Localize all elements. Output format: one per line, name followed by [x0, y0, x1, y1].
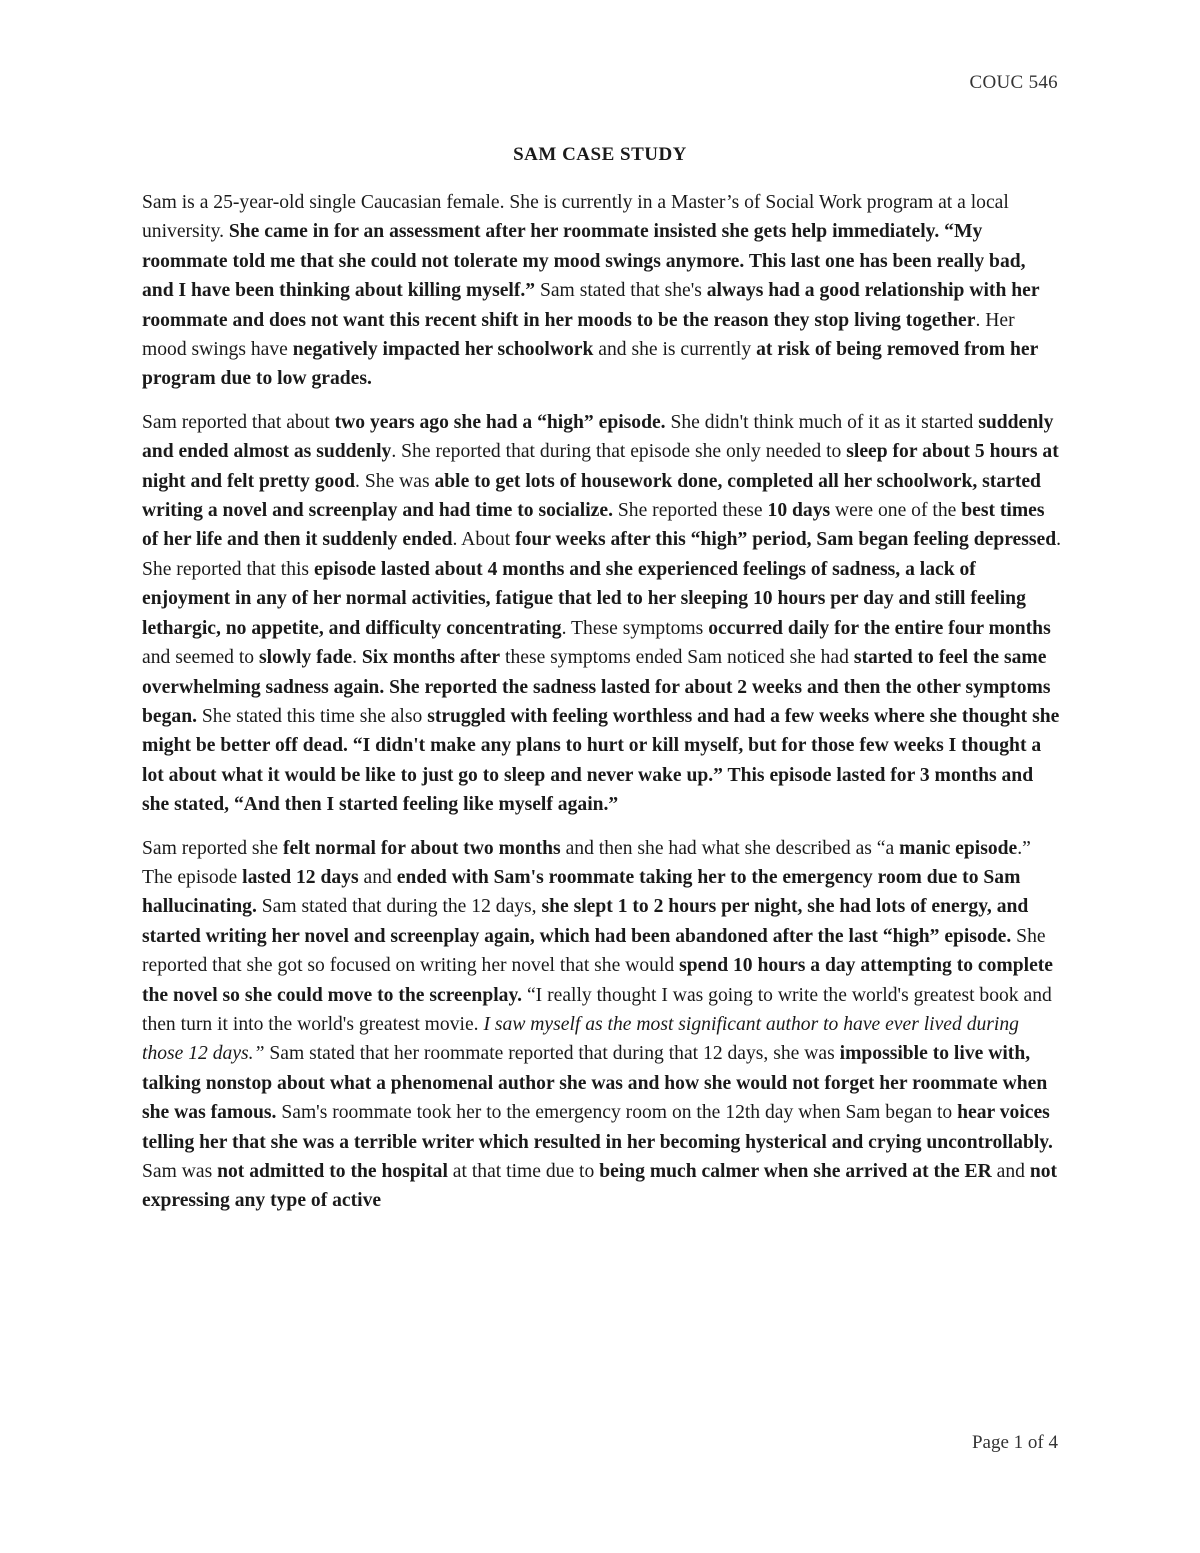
text-run: She didn't think much of it as it started	[665, 411, 979, 433]
course-code: COUC 546	[969, 72, 1058, 93]
paragraph-2	[142, 408, 1062, 820]
text-run: best times of her life and then it suddenly ended	[142, 500, 1045, 551]
text-run: impossible to live with, talking nonstop about what a phenomenal author she was and how she would not forget her roommate when she was famous.	[142, 1043, 1048, 1124]
text-run: Sam reported she	[142, 837, 283, 859]
text-run: . She reported that this	[142, 529, 1062, 580]
text-run: Sam stated that she's	[535, 280, 707, 302]
text-run: not admitted to the hospital	[217, 1161, 448, 1182]
text-run: . Her mood swings have	[142, 309, 1015, 361]
paragraph-1	[142, 188, 1062, 394]
text-run: Sam reported that about	[142, 411, 335, 433]
text-run: 10 days	[767, 500, 831, 522]
text-run: were one of the	[830, 500, 962, 522]
text-run: hear voices telling her that she was a terrible writer which resulted in her becoming hysterical and crying uncontrollably.	[142, 1102, 1053, 1153]
text-run: always had a good relationship with her roommate and does not want this recent shift in her moods to be the reason they stop living together	[142, 280, 1040, 331]
text-run: she slept 1 to 2 hours per night, she had lots of energy, and started writing her novel and screenplay again, which had been abandoned after the last “high” episode.	[142, 896, 1029, 947]
text-run: slowly fade	[258, 647, 353, 669]
text-run: these symptoms ended Sam noticed she had	[500, 647, 854, 669]
document-body	[142, 188, 1062, 1230]
text-run: started to feel the same overwhelming sadness again. She reported the sadness lasted for about 2 weeks and then the other symptoms began.	[142, 647, 1051, 727]
text-run: struggled with feeling worthless and had a few weeks where she thought she might be better off dead. “I didn't make any plans to hurt or kill myself, but for those few weeks I thought a lot about what it would be like to just go to sleep and never wake up.” This episode lasted for 3 months and she stated, “And then I started feeling like myself again.”	[142, 705, 1060, 816]
page-number: Page 1 of 4	[971, 1432, 1058, 1453]
text-run: being much calmer when she arrived at the ER	[599, 1161, 992, 1182]
text-run: Six months after	[361, 647, 501, 669]
text-run: suddenly and ended almost as suddenly	[142, 411, 1054, 463]
text-run: “I really thought I was going to write the world's greatest book and then turn it into the world's greatest movie.	[142, 984, 1052, 1035]
text-run: and seemed to	[142, 647, 259, 669]
text-run: . About	[452, 529, 516, 551]
text-run: Sam was	[142, 1161, 218, 1182]
text-run: sleep for about 5 hours at night and felt pretty good	[142, 441, 1059, 492]
text-run: occurred daily for the entire four months	[708, 617, 1051, 639]
text-run: able to get lots of housework done, completed all her schoolwork, started writing a novel and screenplay and had time to socialize.	[142, 470, 1041, 522]
text-run: Sam is a 25-year-old single Caucasian female. She is currently in a Master’s of Social Work program at a local university.	[142, 192, 1009, 243]
text-run: . She was	[355, 470, 435, 492]
text-run: and	[991, 1161, 1030, 1182]
text-run: episode lasted about 4 months and she experienced feelings of sadness, a lack of enjoyment in any of her normal activities, fatigue that led to her sleeping 10 hours per day and still feeling lethargic, no appetite, and difficulty concentrating	[142, 558, 1026, 639]
text-run: spend 10 hours a day attempting to complete the novel so she could move to the screenplay.	[142, 955, 1053, 1006]
text-run: not expressing any type of active	[142, 1161, 1058, 1212]
page-title: SAM CASE STUDY	[513, 144, 687, 165]
text-run: I saw myself as the most significant author to have ever lived during those 12 days.”	[142, 1013, 1019, 1065]
text-run: lasted 12 days	[242, 866, 359, 888]
text-run: Sam stated that during the 12 days,	[256, 896, 542, 918]
text-run: and	[358, 866, 397, 888]
text-run: manic episode	[899, 837, 1018, 859]
text-run: four weeks after this “high” period, Sam began feeling depressed	[515, 529, 1057, 551]
text-run: Sam's roommate took her to the emergency room on the 12th day when Sam began to	[276, 1102, 958, 1124]
text-run: two years ago she had a “high” episode.	[334, 411, 666, 433]
text-run: She reported these	[612, 500, 768, 522]
text-run: .” The episode	[142, 837, 1031, 888]
text-run: ended with Sam's roommate taking her to the emergency room due to Sam hallucinating.	[142, 866, 1021, 918]
text-run: .	[352, 647, 362, 669]
text-run: and she is currently	[593, 339, 757, 361]
text-run: She stated this time she also	[196, 705, 428, 727]
text-run: and then she had what she described as “a	[560, 837, 900, 859]
text-run: felt normal for about two months	[282, 837, 561, 859]
text-run: She came in for an assessment after her roommate insisted she gets help immediately. “My roommate told me that she could not tolerate my mood swings anymore. This last one has been really bad, and I have been thinking about killing myself.”	[142, 221, 1026, 302]
text-run: at risk of being removed from her program due to low grades.	[142, 339, 1038, 390]
text-run: She reported that she got so focused on writing her novel that she would	[142, 925, 1046, 977]
paragraph-3	[142, 834, 1062, 1216]
text-run: Sam stated that her roommate reported that during that 12 days, she was	[264, 1043, 840, 1065]
text-run: . She reported that during that episode she only needed to	[391, 441, 847, 463]
text-run: at that time due to	[447, 1161, 600, 1182]
text-run: negatively impacted her schoolwork	[292, 339, 594, 361]
text-run: . These symptoms	[561, 617, 709, 639]
